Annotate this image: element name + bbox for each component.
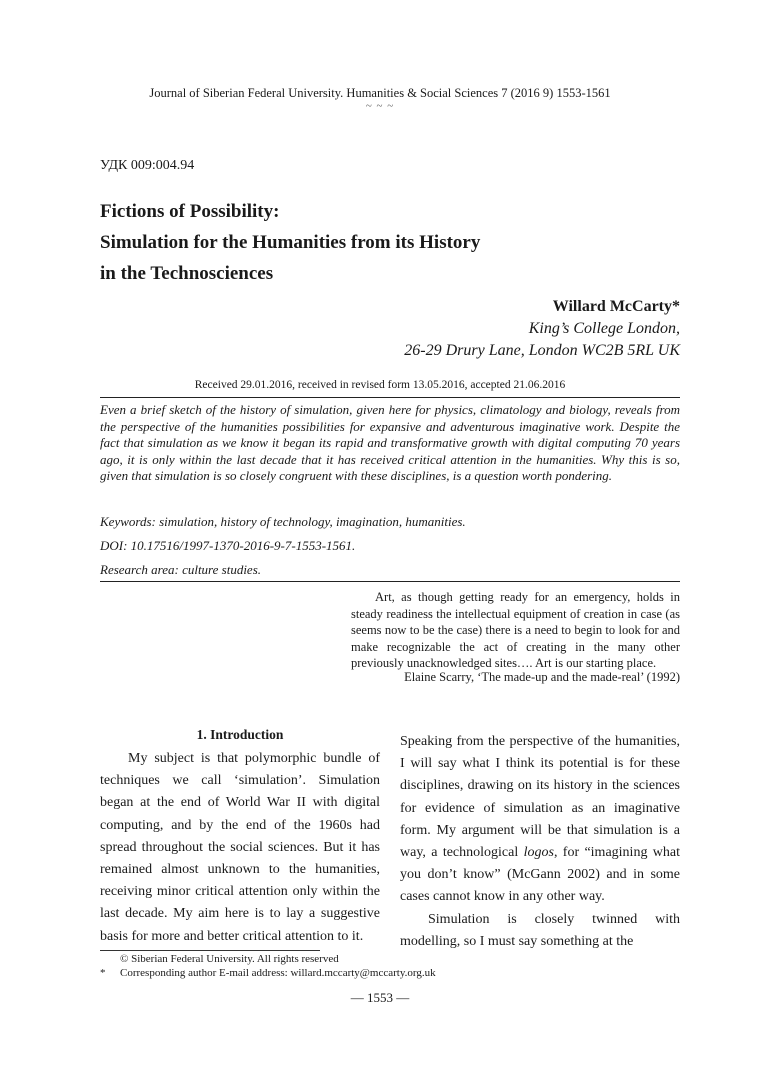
doi: DOI: 10.17516/1997-1370-2016-9-7-1553-1561. — [100, 538, 356, 553]
keywords: Keywords: simulation, history of technology, imagination, humanities. — [100, 514, 466, 529]
author-affiliation-2: 26-29 Drury Lane, London WC2B 5RL UK — [404, 342, 680, 359]
title-line-1: Fictions of Possibility: — [100, 201, 280, 222]
body-paragraph-2-part2: , for “imagining what you don’t know” (McGann 2002) and in some cases cannot know in any other way. — [400, 845, 681, 905]
section-heading: 1. Introduction — [196, 727, 284, 742]
epigraph-text: Art, as though getting ready for an emergency, holds in steady readiness the intellectual equipment of creation in case (as seems now to be the case) there is a need to begin to look for and make recognizable the act of creating in the many other previously unacknowledged sites…. Art is our starting place. — [351, 590, 680, 670]
footnote-star: * — [100, 967, 106, 979]
author-name: Willard McCarty* — [552, 298, 680, 315]
body-paragraph-2-part1: Speaking from the perspective of the humanities, I will say what I think its potential is for these disciplines, drawing on its history in the sciences for evidence of simulation as an imaginative form. My argument will be that simulation is a way, a technological — [400, 734, 680, 861]
footnote-copyright: © Siberian Federal University. All rights reserved — [120, 953, 339, 965]
abstract-bottom-rule — [100, 581, 680, 582]
epigraph-source: Elaine Scarry, ‘The made-up and the made-real’ (1992) — [404, 670, 680, 684]
body-right-column — [400, 731, 680, 953]
footnote-corresponding-text: Corresponding author E-mail address: willard.mccarty@mccarty.org.uk — [120, 967, 436, 979]
abstract-top-rule — [100, 397, 680, 398]
received-dates: Received 29.01.2016, received in revised form 13.05.2016, accepted 21.06.2016 — [194, 379, 566, 391]
epigraph — [351, 589, 680, 672]
research-area: Research area: culture studies. — [100, 562, 262, 577]
body-left-column — [100, 726, 380, 948]
title-line-3: in the Technosciences — [100, 263, 274, 284]
page-number: — 1553 — — [350, 990, 410, 1005]
author-block — [404, 296, 680, 362]
footnote-rule — [100, 950, 320, 951]
body-paragraph-1: My subject is that polymorphic bundle of techniques we call ‘simulation’. Simulation began at the end of World War II with digital computing, and by the end of the 1960s had spread throughout the social sciences. But it has remained almost unknown to the humanities, receiving minor critical attention only within the last decade. My aim here is to lay a suggestive basis for more and better critical attention to it. — [100, 751, 380, 944]
abstract: Even a brief sketch of the history of simulation, given here for physics, climatology and biology, reveals from the perspective of the humanities possibilities for expansive and adventurous imaginative work. Despite the fact that simulation as we know it began its rapid and transformative growth with digital computing 70 years ago, it is only within the last decade that it has received critical attention in the humanities. Why this is so, given that simulation is so closely congruent with these disciplines, is a question worth pondering. — [100, 402, 680, 483]
footnote-corresponding — [100, 966, 436, 981]
journal-header: Journal of Siberian Federal University. Humanities & Social Sciences 7 (2016 9) 1553-1561 — [149, 86, 611, 100]
article-title — [100, 196, 480, 289]
body-paragraph-2-italic: logos — [523, 845, 554, 861]
udk-code: УДК 009:004.94 — [100, 158, 195, 173]
body-paragraph-3: Simulation is closely twinned with modelling, so I must say something at the — [400, 911, 680, 949]
body-paragraph-2 — [400, 731, 680, 909]
header-ornament: ~ ~ ~ — [365, 100, 395, 112]
author-affiliation-1: King’s College London, — [528, 320, 680, 337]
title-line-2: Simulation for the Humanities from its History — [100, 232, 481, 253]
